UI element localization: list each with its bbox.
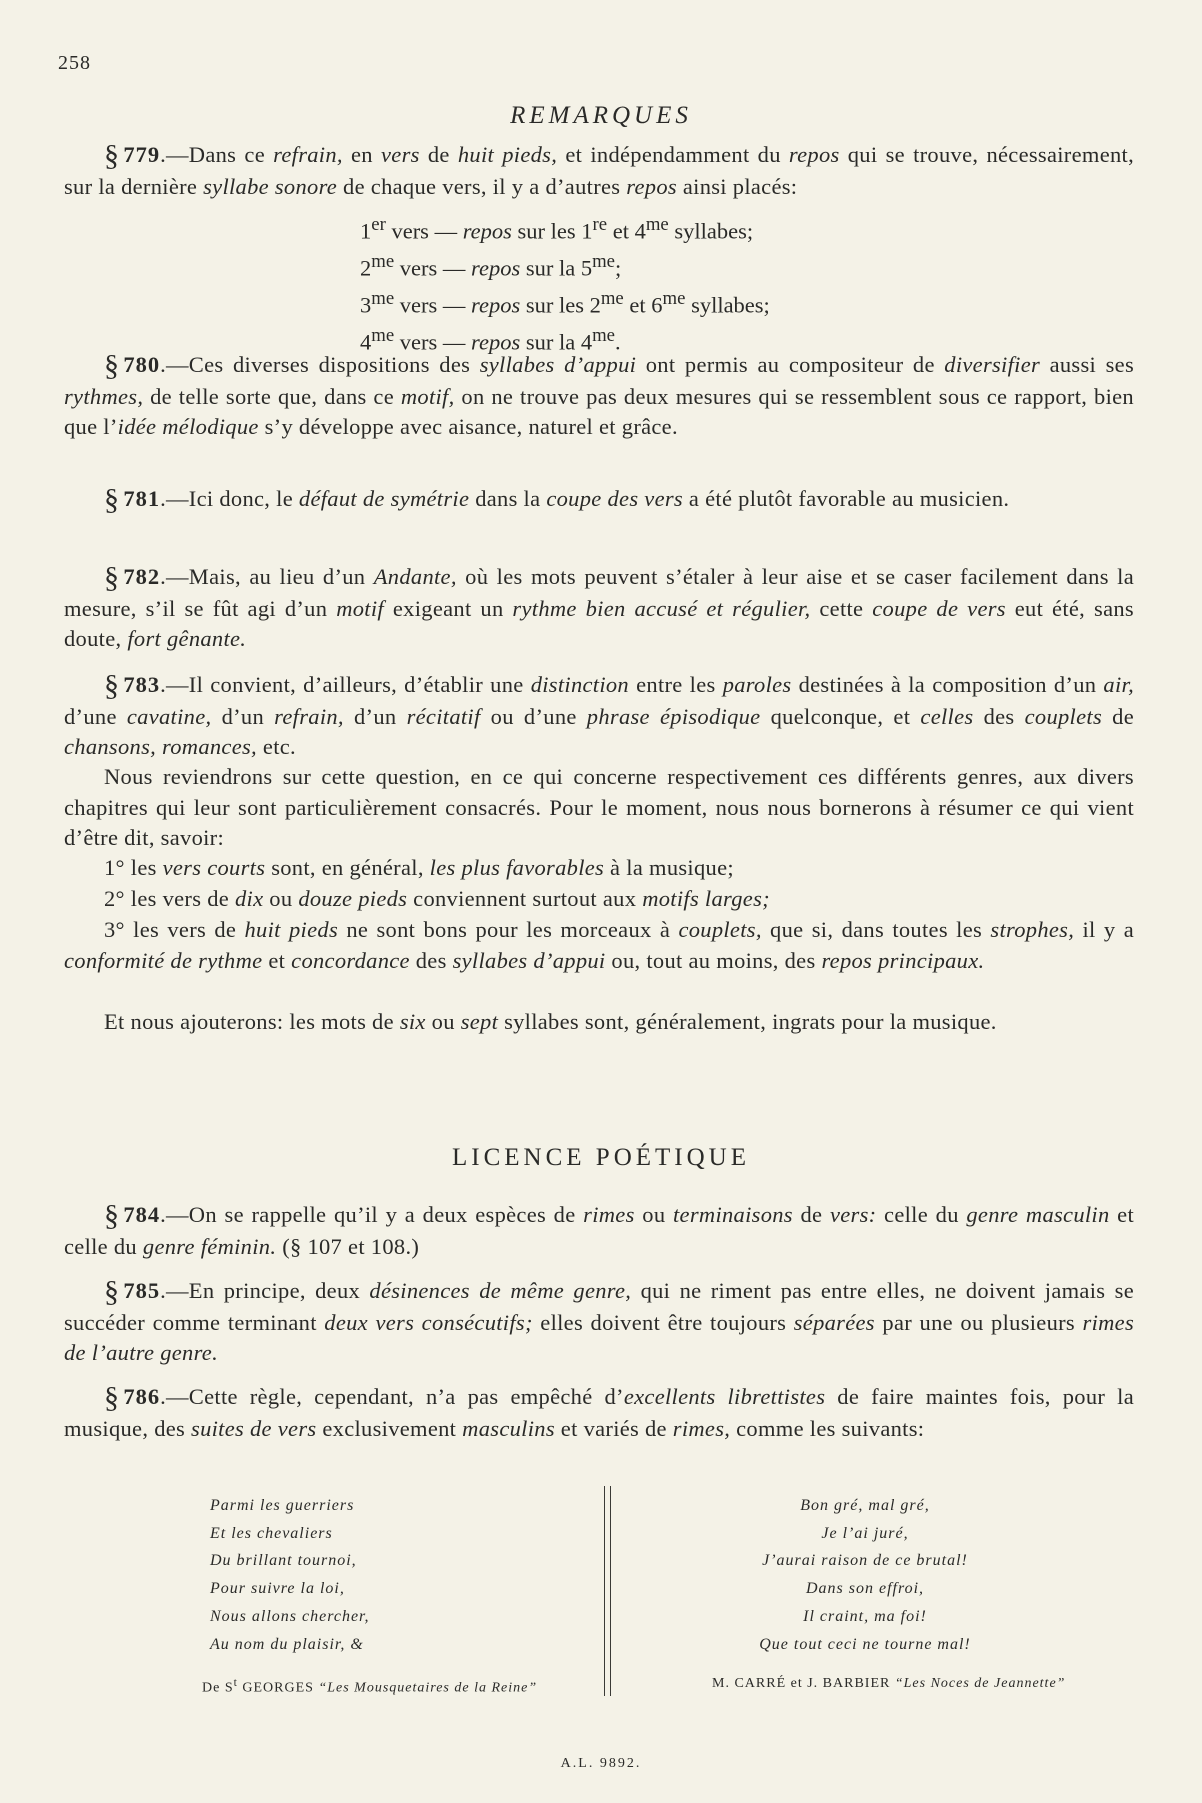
verse-line: Que tout ceci ne tourne mal!: [759, 1635, 971, 1653]
paragraph-786: § 786.—Cette règle, cependant, n’a pas empêché d’excellents librettistes de faire maintes fois, pour la musique, des suites de vers exclusivement masculins et variés de rimes, comme les suivants:: [64, 1381, 1134, 1441]
verse-line: Parmi les guerriers: [210, 1497, 355, 1514]
verse-line: Au nom du plaisir, &: [210, 1635, 364, 1653]
verse-line: Il craint, ma foi!: [803, 1607, 927, 1625]
heading-remarques: REMARQUES: [510, 102, 692, 129]
verse-line: Nous allons chercher,: [210, 1607, 370, 1625]
paragraph-784: § 784.—On se rappelle qu’il y a deux espèces de rimes ou terminaisons de vers: celle du genre masculin et celle du genre féminin. (§ 107 et 108.): [64, 1199, 1135, 1259]
paragraph-780: § 780.—Ces diverses dispositions des syllabes d’appui ont permis au compositeur de diversifier aussi ses rythmes, de telle sorte que, dans ce motif, on ne trouve pas deux mesures qui se ressemblent sous ce rapport, bien que l’idée mélodique s’y développe avec aisance, naturel et grâce.: [64, 349, 1135, 439]
repos-list: [360, 210, 770, 358]
summary-item-2: 2° les vers de dix ou douze pieds conviennent surtout aux motifs larges;: [104, 886, 770, 911]
verse-divider: [604, 1486, 611, 1696]
verse-line: Pour suivre la loi,: [210, 1580, 345, 1598]
verse-left: [210, 1492, 370, 1658]
paragraph-781: § 781.—Ici donc, le défaut de symétrie dans la coupe des vers a été plutôt favorable au musicien.: [104, 483, 1010, 516]
summary-item-3: 3° les vers de huit pieds ne sont bons pour les morceaux à couplets, que si, dans toutes les strophes, il y a conformité de rythme et concordance des syllabes d’appui ou, tout au moins, des repos principaux.: [64, 917, 1134, 973]
paragraph-779: § 779.—Dans ce refrain, en vers de huit pieds, et indépendamment du repos qui se trouve, nécessairement, sur la dernière syllabe sonore de chaque vers, il y a d’autres repos ainsi placés:: [64, 139, 1135, 199]
verse-line: Je l’ai juré,: [821, 1524, 909, 1542]
page-number: 258: [58, 52, 91, 74]
paragraph-783-continued: Nous reviendrons sur cette question, en ce qui concerne respectivement ces différents genres, aux divers chapitres qui leur sont particulièrement consacrés. Pour le moment, nous nous bornerons à résumer ce qui vient d’être dit, savoir:: [64, 764, 1134, 850]
repos-item: 1er vers — repos sur les 1re et $4^{me}$ syllabes;: [360, 214, 754, 244]
verse-line: J’aurai raison de ce brutal!: [762, 1552, 968, 1570]
verse-right: [700, 1492, 1030, 1658]
paragraph-782: § 782.—Mais, au lieu d’un Andante, où les mots peuvent s’étaler à leur aise et se caser facilement dans la mesure, s’il se fût agi d’un motif exigeant un rythme bien accusé et régulier, cette coupe de vers eut été, sans doute, fort gênante.: [64, 561, 1135, 651]
repos-item: $3^{me}$ vers — repos sur les $2^{me}$ et $6^{me}$ syllabes;: [360, 288, 770, 318]
section-sign: §: [104, 139, 120, 172]
credit-left: De $S^t$ GEORGES “Les Mousquetaires de la Reine”: [202, 1676, 538, 1696]
summary-item-1: 1° les vers courts sont, en général, les plus favorables à la musique;: [104, 855, 734, 880]
footer-catalog-number: A.L. 9892.: [560, 1756, 642, 1771]
paragraph-783: § 783.—Il convient, d’ailleurs, d’établir une distinction entre les paroles destinées à la composition d’un air, d’une cavatine, d’un refrain, d’un récitatif ou d’une phrase épisodique quelconque, et celles des couplets de chansons, romances, etc.: [64, 669, 1135, 759]
repos-item: $4^{me}$ vers — repos sur la $4^{me}$.: [360, 325, 621, 355]
verse-line: Du brillant tournoi,: [210, 1552, 357, 1570]
verse-line: Bon gré, mal gré,: [800, 1497, 930, 1514]
paragraph-783-final: Et nous ajouterons: les mots de six ou sept syllabes sont, généralement, ingrats pour la musique.: [104, 1009, 997, 1034]
credit-right: M. CARRÉ et J. BARBIER “Les Noces de Jeannette”: [712, 1676, 1066, 1691]
verse-line: Dans son effroi,: [805, 1580, 925, 1598]
heading-licence-poetique: LICENCE POÉTIQUE: [452, 1144, 750, 1171]
paragraph-785: § 785.—En principe, deux désinences de même genre, qui ne riment pas entre elles, ne doivent jamais se succéder comme terminant deux vers consécutifs; elles doivent être toujours séparées par une ou plusieurs rimes de l’autre genre.: [64, 1275, 1135, 1365]
verse-line: Et les chevaliers: [210, 1524, 333, 1542]
repos-item: $2^{me}$ vers — repos sur la $5^{me}$;: [360, 251, 622, 281]
